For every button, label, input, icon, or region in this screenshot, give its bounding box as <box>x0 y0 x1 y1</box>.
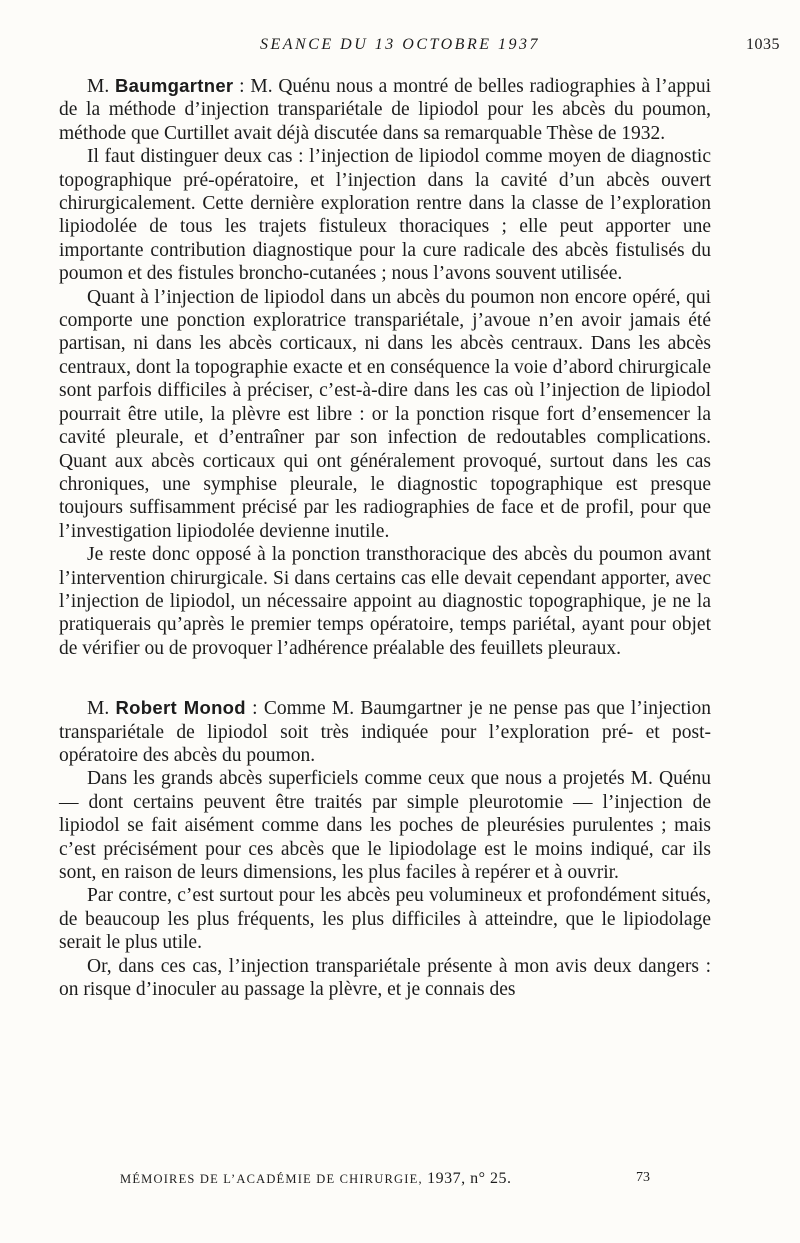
page-number: 1035 <box>746 36 780 53</box>
speaker-prefix: M. <box>87 698 116 720</box>
paragraph: Or, dans ces cas, l’injection transpariétale présente à mon avis deux dangers : on risque d’inoculer au passage la plèvre, et je connais des <box>59 955 711 1001</box>
journal-citation <box>120 1170 512 1188</box>
speaker-name: Baumgartner <box>114 75 234 96</box>
paragraph: Je reste donc opposé à la ponction transthoracique des abcès du poumon avant l’intervention chirurgicale. Si dans certains cas elle devait cependant apporter, avec l’injection de lipiodol, un nécessaire appoint au diagnostic topographique, je ne la pratiquerais qu’après le premier temps opératoire, temps pariétal, ayant pour objet de vérifier ou de provoquer l’adhérence préalable des feuillets pleuraux. <box>59 544 711 659</box>
paragraph-text: : Comme M. Baumgartner je ne pense pas que l’injection transpariétale de lipiodol soit très indiquée pour l’exploration pré- et post-opératoire des abcès du poumon. <box>59 698 712 766</box>
paragraph <box>59 696 711 767</box>
running-head: SEANCE DU 13 OCTOBRE 1937 <box>260 36 540 53</box>
section-gap <box>59 660 711 696</box>
journal-issue: 1937, n° 25. <box>427 1170 512 1187</box>
speaker-name: Robert Monod <box>115 697 246 719</box>
paragraph: Dans les grands abcès superficiels comme ceux que nous a projetés M. Quénu — dont certains peuvent être traités par simple pleurotomie — l’injection de lipiodol se fait aisément comme dans les poches de pleurésies purulentes ; mais c’est précisément pour ces abcès que le lipiodolage est le moins indiqué, car ils sont, en raison de leurs dimensions, les plus faciles à repérer et à ouvrir. <box>59 768 711 883</box>
folio-number: 73 <box>636 1170 650 1185</box>
journal-name: MÉMOIRES DE L’ACADÉMIE DE CHIRURGIE, <box>120 1172 428 1186</box>
page-footer <box>0 1170 800 1192</box>
paragraph: Par contre, c’est surtout pour les abcès peu volumineux et profondément situés, de beaucoup les plus fréquents, les plus difficiles à atteindre, que le lipiodolage serait le plus utile. <box>59 885 711 954</box>
paragraph-text: : M. Quénu nous a montré de belles radiographies à l’appui de la méthode d’injection transpariétale de lipiodol pour les abcès du poumon, méthode que Curtillet avait déjà discutée dans sa remarquable Thèse de 1932. <box>59 76 711 144</box>
paragraph: Quant à l’injection de lipiodol dans un abcès du poumon non encore opéré, qui comporte une ponction exploratrice transpariétale, j’avoue n’en avoir jamais été partisan, ni dans les abcès corticaux, ni dans les abcès centraux. Dans les abcès centraux, dont la topographie exacte et en conséquence la voie d’abord chirurgicale sont parfois difficiles à préciser, c’est-à-dire dans les cas où l’injection de lipiodol pourrait être utile, la plèvre est libre : or la ponction risque fort d’ensemencer la cavité pleurale, et d’entraîner par son infection de redoutables complications. Quant aux abcès corticaux qui ont généralement provoqué, surtout dans les cas chroniques, une symphise pleurale, le diagnostic topographique est presque toujours suffisamment précisé par les radiographies de face et de profil, pour que l’investigation lipiodolée devienne inutile. <box>59 286 711 542</box>
page-header <box>0 36 800 60</box>
article-body <box>59 74 711 1001</box>
paragraph: Il faut distinguer deux cas : l’injection de lipiodol comme moyen de diagnostic topographique pré-opératoire, et l’injection dans la cavité d’un abcès ouvert chirurgicalement. Cette dernière exploration rentre dans la classe de l’exploration lipiodolée de tous les trajets fistuleux thoraciques ; elle peut apporter une importante contribution diagnostique pour la cure radicale des abcès fistulisés du poumon et des fistules broncho-cutanées ; nous l’avons souvent utilisée. <box>59 146 711 285</box>
paragraph <box>59 74 711 145</box>
speaker-prefix: M. <box>87 76 115 97</box>
